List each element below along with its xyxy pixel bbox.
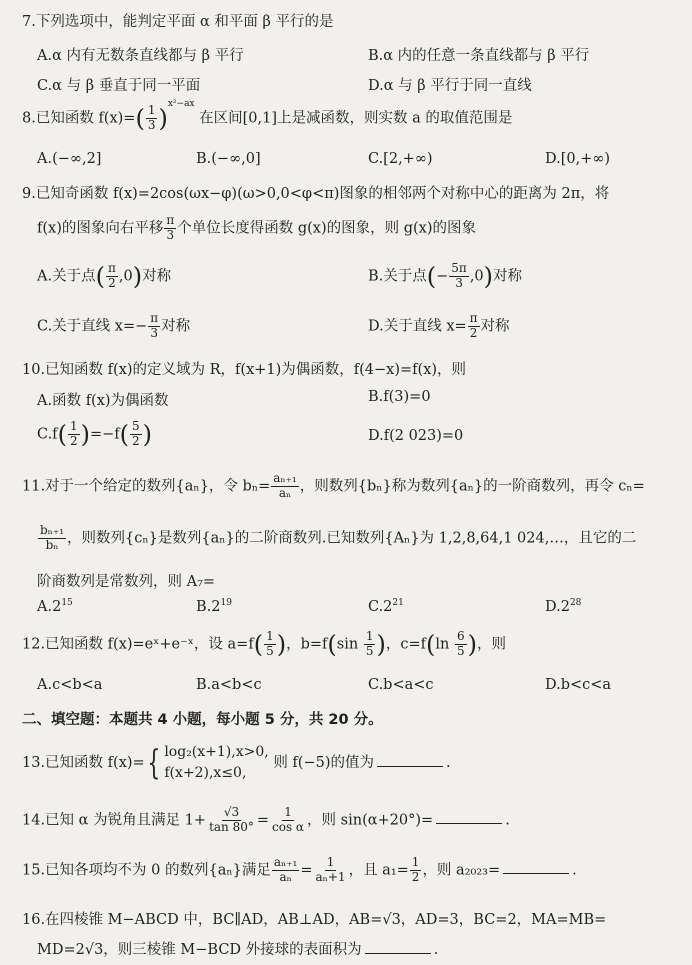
q10-option-d: D.f(2 023)=0 [368, 428, 464, 444]
q10-option-a: A.函数 f(x)为偶函数 [37, 393, 169, 409]
q7-option-c: C.α 与 β 垂直于同一平面 [37, 78, 201, 94]
q12-option-c: C.b<a<c [368, 677, 434, 693]
q8-stem: 8.已知函数 f(x)=( $\frac{1}{3}$ )$^{x^2-ax}$ 在区间[0,1]上是减函数，则实数 a 的取值范围是 [22, 99, 513, 133]
q11-stem-line3: 阶商数列是常数列，则 A₇= [37, 574, 216, 590]
q7-option-b: B.α 内的任意一条直线都与 β 平行 [368, 48, 590, 64]
q8-base-fraction: $\frac{1}{3}$ [147, 103, 156, 132]
q15-stem: 15.已知各项均不为 0 的数列{aₙ}满足 $\frac{\text{aₙ₊₁}}{\text{aₙ}}$ = $\frac{1}{\text{aₙ+1}}$ ，且 a₁= $\frac{1}{2}$ ，则 a₂₀₂₃= . [22, 855, 577, 884]
q12-option-b: B.a<b<c [196, 677, 262, 693]
q11-option-b: $B.2^{19}$ [196, 598, 232, 615]
q10-option-b: B.f(3)=0 [368, 389, 431, 405]
q7-option-a: A.α 内有无数条直线都与 β 平行 [37, 48, 244, 64]
q9-stem-line2: f(x)的图象向右平移 $\frac{\pi}{3}$ 个单位长度得函数 g(x)的图象，则 g(x)的图象 [37, 213, 477, 242]
q11-option-d: $D.2^{28}$ [545, 598, 582, 615]
q8-option-a: A.(−∞,2] [37, 151, 102, 167]
q11-option-a: $A.2^{15}$ [37, 598, 73, 615]
q8-option-c: C.[2,+∞) [368, 151, 433, 167]
q9-stem-line1: 9.已知奇函数 f(x)=2cos(ωx−φ)(ω>0,0<φ<π)图象的相邻两个对称中心的距离为 2π，将 [22, 186, 610, 202]
q7-option-d: D.α 与 β 平行于同一直线 [368, 78, 532, 94]
q16-stem-line2: MD=2√3，则三棱锥 M−BCD 外接球的表面积为 . [37, 938, 438, 959]
q11-option-c: $C.2^{21}$ [368, 598, 404, 615]
q13-piecewise: log₂(x+1),x>0, f(x+2),x≤0, [164, 744, 269, 781]
q12-option-d: D.b<c<a [545, 677, 612, 693]
q7-stem: 7.下列选项中，能判定平面 α 和平面 β 平行的是 [22, 14, 334, 30]
q8-option-d: D.[0,+∞) [545, 151, 611, 167]
q11-stem-line2: $\frac{\text{bₙ₊₁}}{\text{bₙ}}$ ，则数列{cₙ}是数列{aₙ}的二阶商数列.已知数列{Aₙ}为 1,2,8,64,1 024,…，且它的二 [40, 523, 637, 552]
q12-stem: 12.已知函数 f(x)=eˣ+e⁻ˣ，设 a=f( $\frac{1}{5}$ )，b=f(sin $\frac{1}{5}$ )，c=f(ln $\frac{6}{5}$ )，则 [22, 629, 506, 659]
q15-answer-blank [503, 859, 569, 874]
q14-answer-blank [436, 809, 502, 824]
q9-option-a: A.关于点( $\frac{\pi}{2}$ ,0)对称 [37, 261, 172, 291]
q11-stem-line1: 11.对于一个给定的数列{aₙ}，令 bₙ= $\frac{\text{aₙ₊₁}}{\text{aₙ}}$ ，则数列{bₙ}称为数列{aₙ}的一阶商数列，再令 cₙ= [22, 471, 645, 500]
q9-option-c: C.关于直线 x=− $\frac{\pi}{3}$ 对称 [37, 311, 191, 340]
q16-answer-blank [365, 939, 431, 954]
q13-answer-blank [377, 752, 443, 767]
q8-option-b: B.(−∞,0] [196, 151, 261, 167]
q10-option-c: C.f( $\frac{1}{2}$ )=−f( $\frac{5}{2}$ ) [37, 419, 153, 449]
q10-stem: 10.已知函数 f(x)的定义域为 R，f(x+1)为偶函数，f(4−x)=f(x)，则 [22, 362, 467, 378]
section-fill-in-title: 二、填空题：本题共 4 小题，每小题 5 分，共 20 分。 [22, 712, 383, 728]
q12-option-a: A.c<b<a [37, 677, 103, 693]
q9-option-d: D.关于直线 x= $\frac{\pi}{2}$ 对称 [368, 311, 510, 340]
q14-stem: 14.已知 α 为锐角且满足 1+ $\frac{√3}{\tan 80^\circ}$ = $\frac{1}{\text{cos α}}$ ，则 sin(α+20°)= . [22, 805, 510, 834]
q16-stem-line1: 16.在四棱锥 M−ABCD 中，BC∥AD，AB⊥AD，AB=√3，AD=3，BC=2，MA=MB= [22, 912, 607, 928]
q13-stem: 13.已知函数 f(x)={ log₂(x+1),x>0, f(x+2),x≤0, 则 f(−5)的值为 . [22, 743, 451, 783]
q9-option-b: B.关于点(− $\frac{5\pi}{3}$ ,0)对称 [368, 261, 523, 291]
